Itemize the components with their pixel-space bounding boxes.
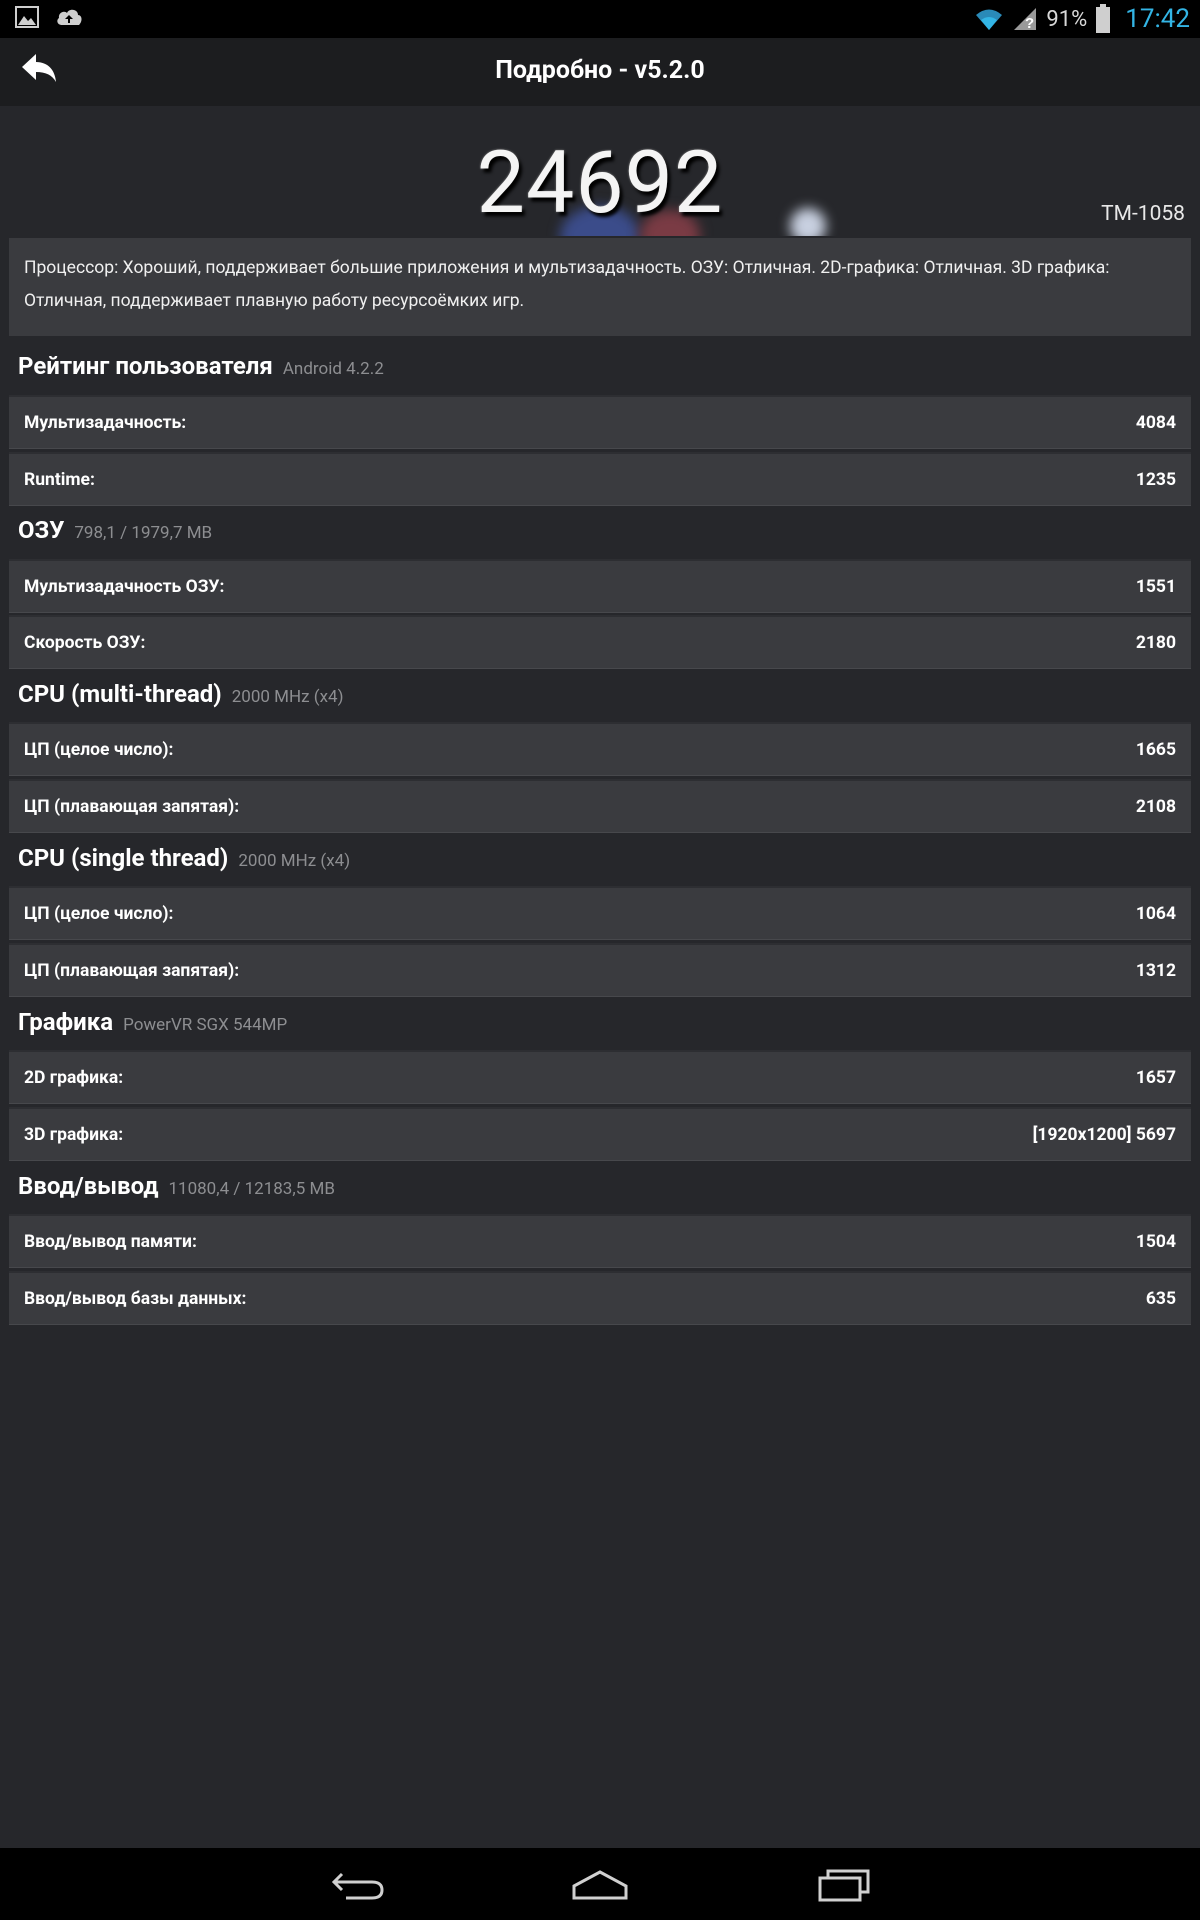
result-row[interactable] <box>9 1107 1191 1161</box>
status-bar-notifications <box>14 4 84 30</box>
device-model: TM-1058 <box>1101 202 1185 226</box>
section-subtitle: 2000 MHz (x4) <box>231 687 344 707</box>
row-label: 3D графика: <box>24 1125 124 1145</box>
result-row[interactable] <box>9 886 1191 940</box>
nav-back-button[interactable] <box>328 1862 388 1906</box>
wifi-icon <box>974 6 1004 32</box>
row-label: Ввод/вывод памяти: <box>24 1232 197 1252</box>
section-header-io <box>18 1172 335 1212</box>
section-subtitle: 2000 MHz (x4) <box>238 851 351 871</box>
section-title: CPU (single thread) <box>18 844 229 872</box>
row-value: 1551 <box>1135 577 1176 597</box>
row-label: ЦП (целое число): <box>24 904 174 924</box>
row-value: 1504 <box>1135 1232 1176 1252</box>
row-label: Ввод/вывод базы данных: <box>24 1289 247 1309</box>
result-row[interactable] <box>9 559 1191 613</box>
section-title: Ввод/вывод <box>18 1172 159 1200</box>
section-subtitle: PowerVR SGX 544MP <box>123 1015 288 1035</box>
result-row[interactable] <box>9 1050 1191 1104</box>
result-row[interactable] <box>9 1271 1191 1325</box>
section-subtitle: 798,1 / 1979,7 MB <box>74 523 213 543</box>
row-value: 1235 <box>1135 470 1176 490</box>
nav-home-icon <box>570 1862 630 1906</box>
nav-back-icon <box>328 1862 388 1906</box>
row-value: 635 <box>1145 1289 1176 1309</box>
section-header-ram <box>18 516 212 556</box>
row-label: 2D графика: <box>24 1068 124 1088</box>
section-header-cpu-single <box>18 844 350 884</box>
page-title: Подробно - v5.2.0 <box>495 56 705 85</box>
section-title: ОЗУ <box>18 516 65 544</box>
clock: 17:42 <box>1125 4 1190 34</box>
rating-description: Процессор: Хороший, поддерживает большие приложения и мультизадачность. ОЗУ: Отличная. 2D-графика: Отличная. 3D графика: Отличная, поддерживает плавную работу ресурсоёмких игр. <box>9 238 1191 336</box>
row-label: ЦП (плавающая запятая): <box>24 797 240 817</box>
section-header-graphics <box>18 1008 287 1048</box>
row-label: Runtime: <box>24 470 95 490</box>
cloud-upload-icon <box>54 4 84 30</box>
battery-percent: 91% <box>1046 6 1088 32</box>
result-row[interactable] <box>9 779 1191 833</box>
result-row[interactable] <box>9 1214 1191 1268</box>
section-header-cpu-multi <box>18 680 344 720</box>
row-value: 1064 <box>1135 904 1176 924</box>
row-value: 2108 <box>1135 797 1176 817</box>
status-bar <box>0 0 1200 38</box>
section-subtitle: 11080,4 / 12183,5 MB <box>168 1179 335 1199</box>
nav-recents-button[interactable] <box>814 1862 874 1906</box>
row-value: 1657 <box>1135 1068 1176 1088</box>
section-title: Рейтинг пользователя <box>18 352 273 380</box>
row-value: 4084 <box>1135 413 1176 433</box>
svg-text:?: ? <box>1025 15 1035 32</box>
row-label: ЦП (целое число): <box>24 740 174 760</box>
row-value: 1312 <box>1135 961 1176 981</box>
row-label: Мультизадачность ОЗУ: <box>24 577 225 597</box>
section-title: CPU (multi-thread) <box>18 680 222 708</box>
nav-recents-icon <box>814 1862 874 1906</box>
row-value: 1665 <box>1135 740 1176 760</box>
signal-unknown-icon <box>1012 6 1038 32</box>
result-row[interactable] <box>9 943 1191 997</box>
action-bar <box>0 38 1200 106</box>
navigation-bar <box>0 1848 1200 1920</box>
score-area <box>0 106 1200 236</box>
result-row[interactable] <box>9 452 1191 506</box>
total-score: 24692 <box>476 132 724 233</box>
row-value: 2180 <box>1135 633 1176 653</box>
result-row[interactable] <box>9 722 1191 776</box>
status-bar-system <box>974 2 1190 36</box>
row-label: Мультизадачность: <box>24 413 187 433</box>
nav-home-button[interactable] <box>570 1862 630 1906</box>
section-header-user-rating <box>18 352 384 392</box>
result-row[interactable] <box>9 395 1191 449</box>
row-label: ЦП (плавающая запятая): <box>24 961 240 981</box>
row-label: Скорость ОЗУ: <box>24 633 146 653</box>
section-subtitle: Android 4.2.2 <box>282 359 384 379</box>
result-row[interactable] <box>9 615 1191 669</box>
gallery-icon <box>14 4 40 30</box>
battery-icon <box>1095 4 1111 34</box>
section-title: Графика <box>18 1008 114 1036</box>
row-value: [1920x1200] 5697 <box>1032 1125 1176 1145</box>
